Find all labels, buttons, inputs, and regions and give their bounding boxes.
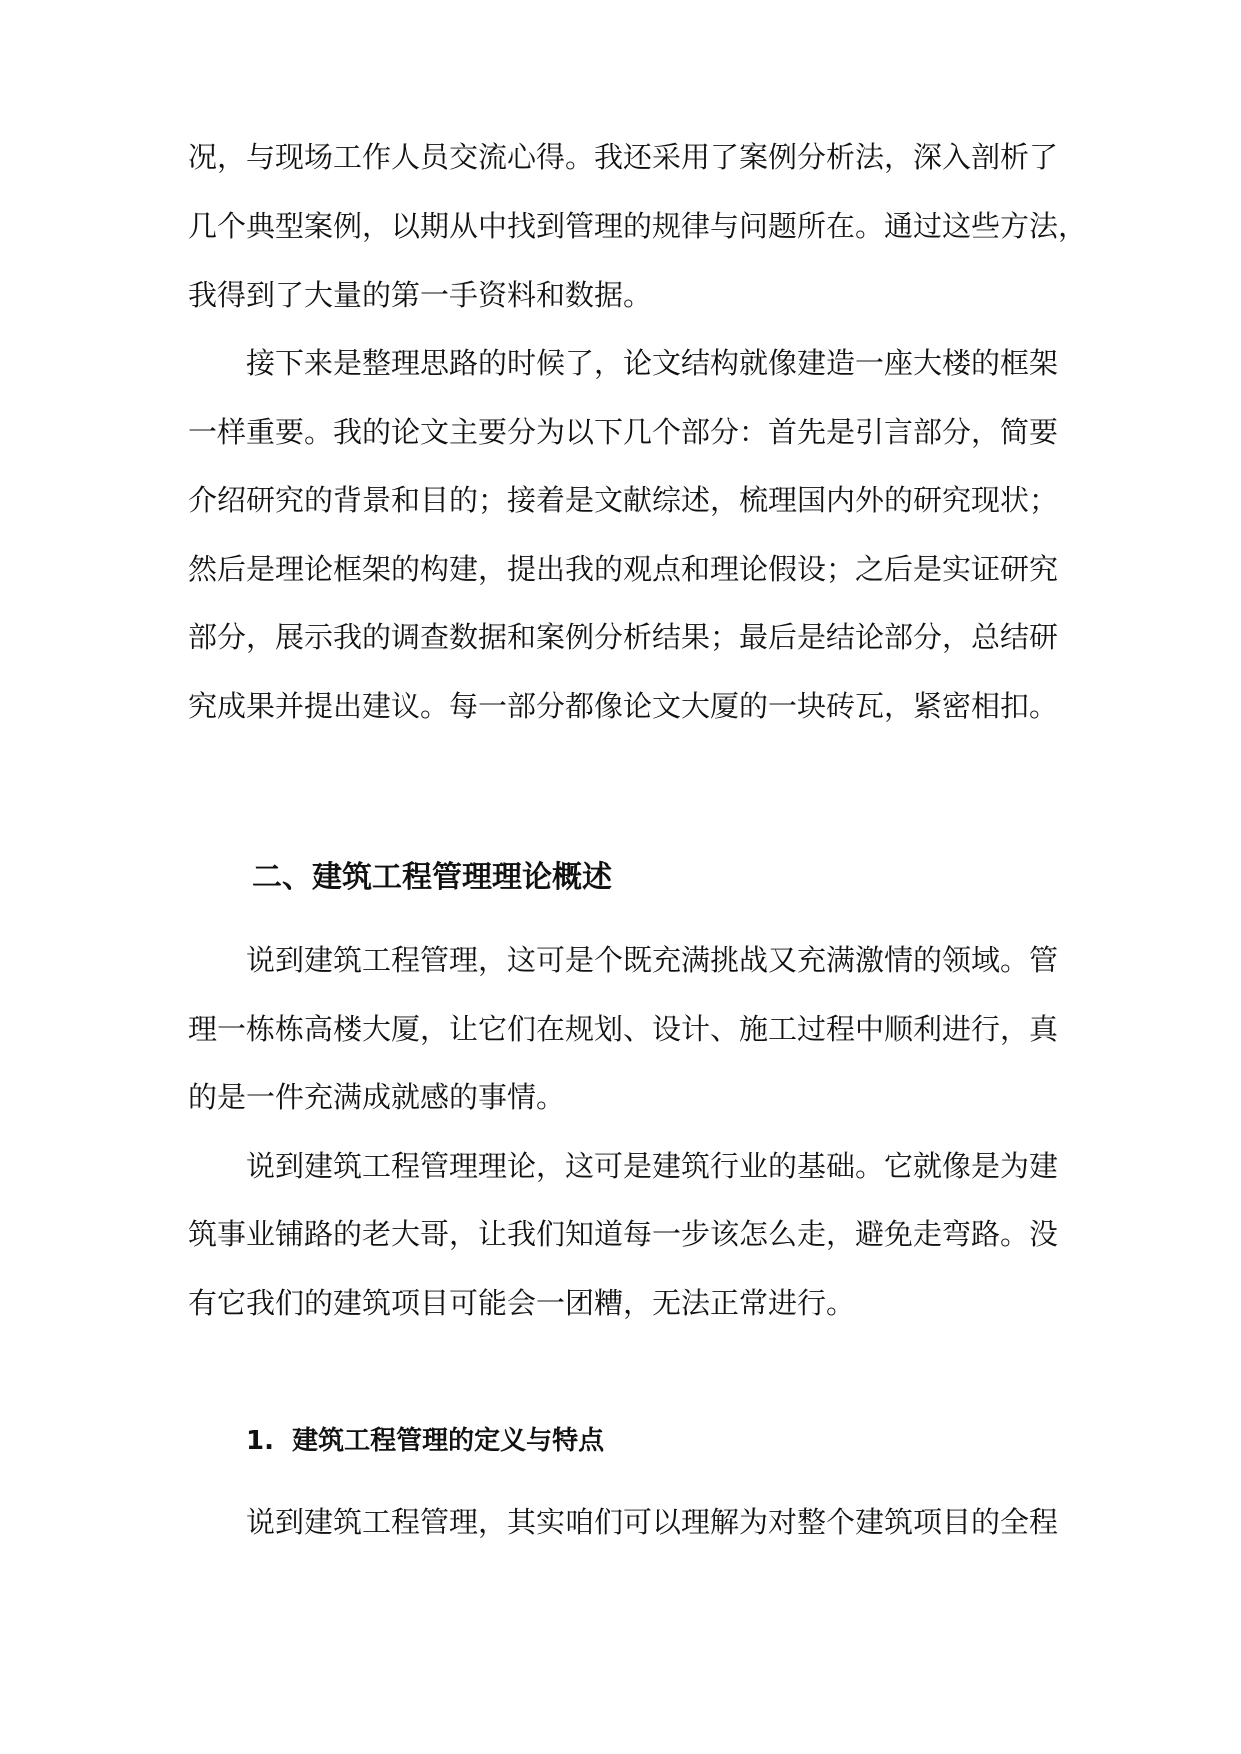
text-line: 理一栋栋高楼大厦，让它们在规划、设计、施工过程中顺利进行，真 — [188, 1012, 1059, 1046]
text-line: 接下来是整理思路的时候了，论文结构就像建造一座大楼的框架 — [246, 346, 1059, 380]
text-line: 说到建筑工程管理，这可是个既充满挑战又充满激情的领域。管 — [246, 943, 1059, 977]
text-line: 几个典型案例，以期从中找到管理的规律与问题所在。通过这些方法， — [188, 209, 1088, 243]
text-line: 我得到了大量的第一手资料和数据。 — [188, 278, 653, 312]
text-line: 有它我们的建筑项目可能会一团糟，无法正常进行。 — [188, 1286, 856, 1320]
text-line: 究成果并提出建议。每一部分都像论文大厦的一块砖瓦，紧密相扣。 — [188, 689, 1059, 723]
section-heading: 二、建筑工程管理理论概述 — [252, 860, 612, 895]
text-line: 一样重要。我的论文主要分为以下几个部分：首先是引言部分，简要 — [188, 415, 1059, 449]
subsection-heading: 1. 建筑工程管理的定义与特点 — [246, 1426, 605, 1456]
text-line: 部分，展示我的调查数据和案例分析结果；最后是结论部分，总结研 — [188, 620, 1059, 654]
text-line: 的是一件充满成就感的事情。 — [188, 1080, 566, 1114]
text-line: 说到建筑工程管理，其实咱们可以理解为对整个建筑项目的全程 — [246, 1505, 1059, 1539]
text-line: 筑事业铺路的老大哥，让我们知道每一步该怎么走，避免走弯路。没 — [188, 1217, 1059, 1251]
text-line: 况，与现场工作人员交流心得。我还采用了案例分析法，深入剖析了 — [188, 140, 1059, 174]
text-line: 介绍研究的背景和目的；接着是文献综述，梳理国内外的研究现状； — [188, 483, 1059, 517]
text-line: 然后是理论框架的构建，提出我的观点和理论假设；之后是实证研究 — [188, 552, 1059, 586]
text-line: 说到建筑工程管理理论，这可是建筑行业的基础。它就像是为建 — [246, 1149, 1059, 1183]
